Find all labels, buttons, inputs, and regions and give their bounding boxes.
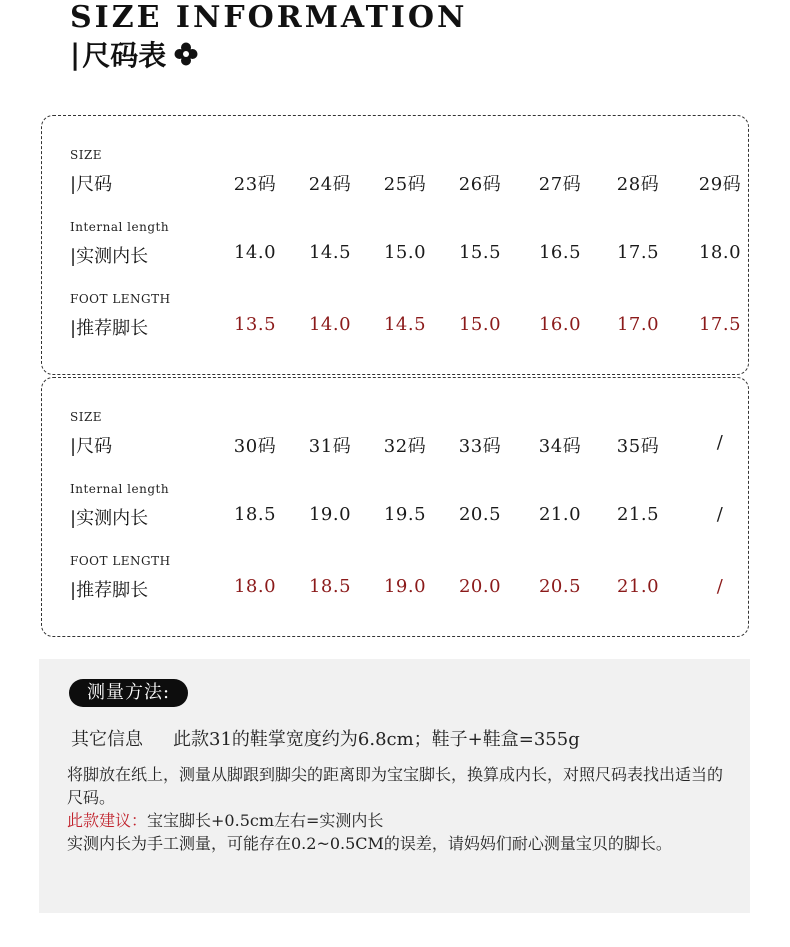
row-label-cn: |推荐脚长: [70, 580, 149, 601]
table-cell: 18.5: [233, 504, 277, 525]
table-cell: /: [716, 432, 724, 453]
table-cell: 19.5: [383, 504, 427, 525]
row-label-en: Internal length: [70, 482, 170, 496]
table-row: [70, 148, 750, 208]
table-row: [70, 220, 750, 280]
table-cell: 26码: [458, 174, 502, 195]
table-cell: 18.0: [233, 576, 277, 597]
subtitle-bar: |: [70, 37, 81, 71]
table-cell: 14.5: [308, 242, 352, 263]
table-cell: 25码: [383, 174, 427, 195]
table-cell: 15.0: [458, 314, 502, 335]
table-cell: 18.0: [698, 242, 742, 263]
table-cell: 19.0: [308, 504, 352, 525]
size-table-2: [41, 377, 749, 637]
table-cell: 34码: [538, 436, 582, 457]
row-label-cn: |尺码: [70, 436, 113, 457]
table-cell: 19.0: [383, 576, 427, 597]
page-title: SIZE INFORMATION: [70, 0, 468, 35]
page-subtitle: [70, 34, 198, 74]
row-label-en: FOOT LENGTH: [70, 554, 171, 568]
other-info: [71, 725, 580, 751]
table-row: [70, 482, 750, 542]
table-cell: 13.5: [233, 314, 277, 335]
table-cell: 15.5: [458, 242, 502, 263]
table-cell: 24码: [308, 174, 352, 195]
table-cell: 17.5: [616, 242, 660, 263]
table-cell: 15.0: [383, 242, 427, 263]
row-label-cn: |推荐脚长: [70, 318, 149, 339]
measurement-method-badge: 测量方法:: [69, 679, 188, 707]
row-label-en: SIZE: [70, 148, 103, 162]
measurement-description: [67, 763, 737, 855]
table-row: [70, 410, 750, 470]
row-label-cn: |尺码: [70, 174, 113, 195]
table-cell: 21.0: [616, 576, 660, 597]
table-row: [70, 292, 750, 352]
table-cell: 35码: [616, 436, 660, 457]
table-cell: 32码: [383, 436, 427, 457]
table-cell: 14.0: [233, 242, 277, 263]
table-cell: 20.5: [458, 504, 502, 525]
table-cell: 27码: [538, 174, 582, 195]
table-cell: 29码: [698, 174, 742, 195]
other-info-label: 其它信息: [71, 729, 143, 750]
row-label-cn: |实测内长: [70, 246, 149, 267]
table-cell: 33码: [458, 436, 502, 457]
table-row: [70, 554, 750, 614]
measurement-note: 实测内长为手工测量，可能存在0.2~0.5CM的误差，请妈妈们耐心测量宝贝的脚长。: [67, 834, 672, 853]
table-cell: 20.0: [458, 576, 502, 597]
suggestion-text: 宝宝脚长+0.5cm左右=实测内长: [147, 811, 384, 830]
table-cell: 23码: [233, 174, 277, 195]
table-cell: 14.5: [383, 314, 427, 335]
table-cell: /: [716, 576, 724, 597]
measurement-panel: [39, 659, 750, 913]
measurement-instructions: 将脚放在纸上，测量从脚跟到脚尖的距离即为宝宝脚长，换算成内长，对照尺码表找出适当的尺码。: [67, 765, 724, 807]
size-table-1: [41, 115, 749, 375]
table-cell: 16.5: [538, 242, 582, 263]
table-cell: 17.5: [698, 314, 742, 335]
row-label-en: Internal length: [70, 220, 170, 234]
table-cell: 20.5: [538, 576, 582, 597]
table-cell: 17.0: [616, 314, 660, 335]
row-label-en: FOOT LENGTH: [70, 292, 171, 306]
row-label-en: SIZE: [70, 410, 103, 424]
table-cell: 31码: [308, 436, 352, 457]
table-cell: 28码: [616, 174, 660, 195]
subtitle-text: 尺码表: [82, 39, 167, 72]
other-info-text: 此款31的鞋掌宽度约为6.8cm；鞋子+鞋盒=355g: [173, 729, 580, 750]
flower-icon: [174, 42, 198, 66]
row-label-cn: |实测内长: [70, 508, 149, 529]
table-cell: 21.0: [538, 504, 582, 525]
suggestion-label: 此款建议：: [67, 811, 148, 830]
table-cell: 16.0: [538, 314, 582, 335]
table-cell: 21.5: [616, 504, 660, 525]
table-cell: /: [716, 504, 724, 525]
table-cell: 14.0: [308, 314, 352, 335]
table-cell: 30码: [233, 436, 277, 457]
suggestion-line: [67, 809, 737, 832]
table-cell: 18.5: [308, 576, 352, 597]
